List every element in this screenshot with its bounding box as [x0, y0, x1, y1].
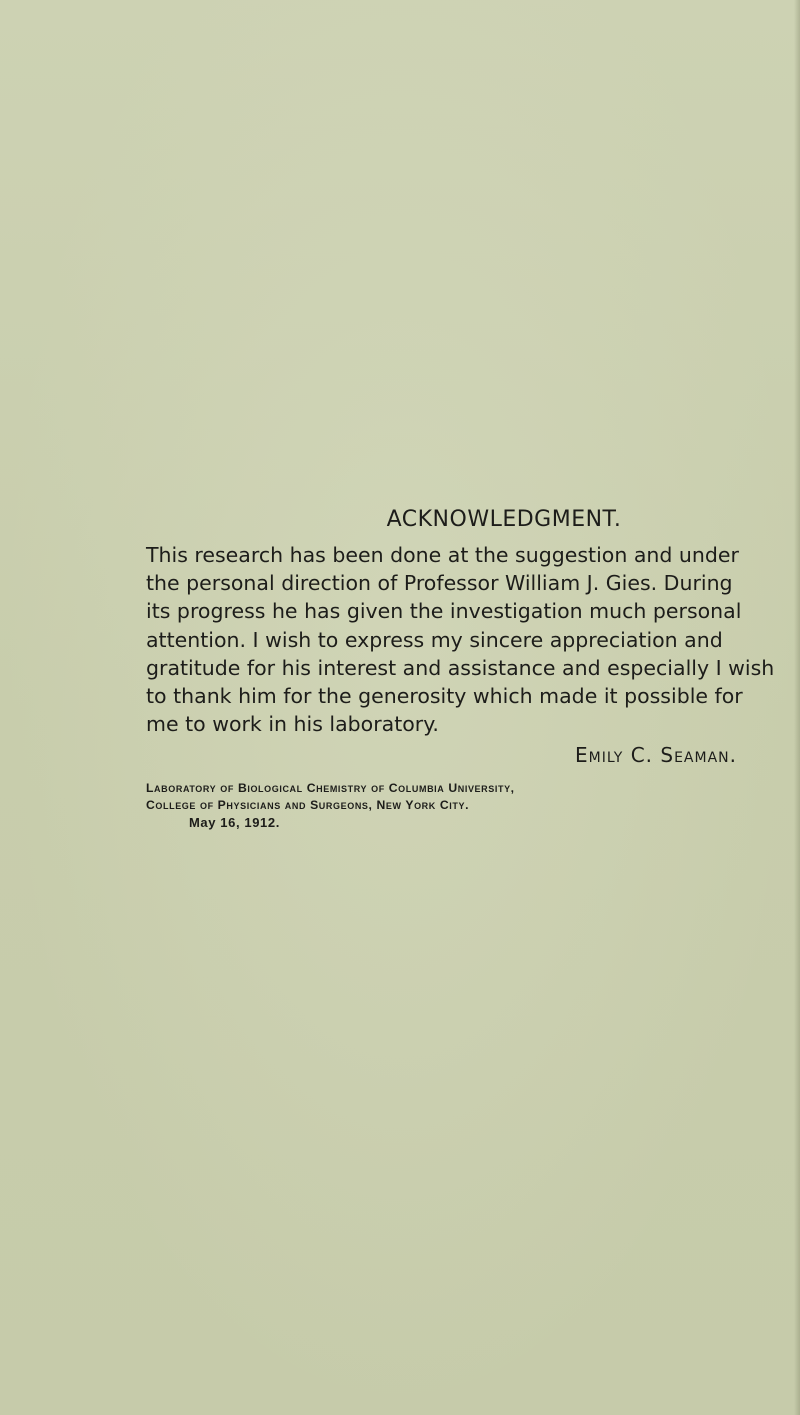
paragraph-line: its progress he has given the investigation much personal	[146, 599, 742, 624]
paragraph-line: the personal direction of Professor William J. Gies. During	[146, 571, 733, 596]
affiliation-laboratory: Laboratory of Biological Chemistry of Columbia University,	[146, 781, 515, 796]
affiliation-college: College of Physicians and Surgeons, New York City.	[146, 798, 470, 813]
page-title: ACKNOWLEDGMENT.	[386, 507, 622, 532]
paragraph-line: me to work in his laboratory.	[146, 712, 439, 737]
paragraph-line: This research has been done at the suggestion and under	[146, 543, 739, 567]
acknowledgment-section	[146, 505, 785, 831]
affiliation-block	[146, 780, 785, 831]
author-signature: Emily C. Seaman.	[575, 743, 737, 768]
paragraph-line: attention. I wish to express my sincere appreciation and	[146, 627, 723, 652]
paragraph-line: to thank him for the generosity which made it possible for	[146, 684, 743, 709]
page-edge-shadow	[794, 0, 800, 1415]
date-line: May 16, 1912.	[189, 815, 280, 831]
paragraph-line: gratitude for his interest and assistance and especially I wish	[146, 655, 775, 680]
acknowledgment-paragraph	[146, 541, 785, 738]
